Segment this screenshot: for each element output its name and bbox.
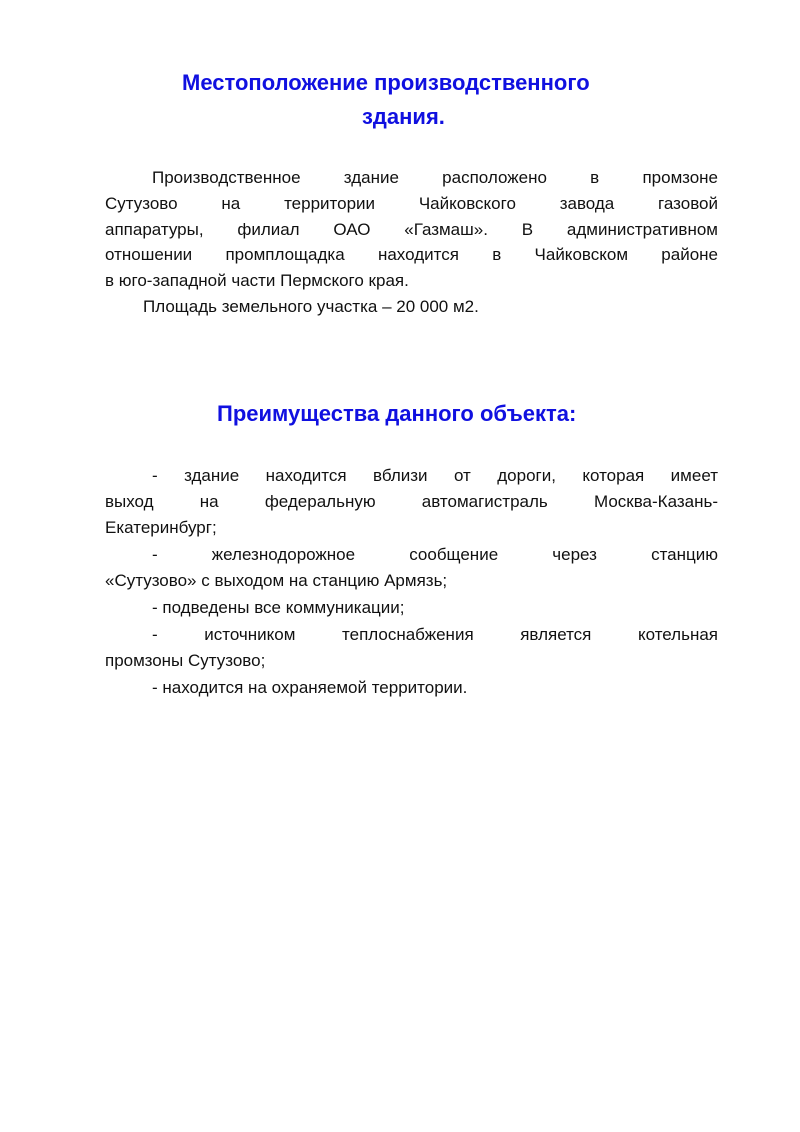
list-line: выход на федеральную автомагистраль Москва-Казань- [105, 491, 718, 511]
title-line-1: Местоположение производственного [182, 70, 590, 95]
list-line: - находится на охраняемой территории. [152, 678, 468, 698]
text-line: Сутузово на территории Чайковского завода газовой [105, 193, 718, 213]
list-line: - здание находится вблизи от дороги, которая имеет [152, 466, 718, 485]
list-line: Екатеринбург; [105, 517, 217, 537]
advantages-heading: Преимущества данного объекта: [217, 401, 577, 426]
list-line: - железнодорожное сообщение через станцию [152, 544, 718, 564]
list-line: «Сутузово» с выходом на станцию Армязь; [105, 570, 448, 590]
text-line: Производственное здание расположено в промзоне [152, 168, 718, 187]
description-paragraph [105, 165, 718, 320]
area-line: Площадь земельного участка – 20 000 м2. [143, 296, 479, 316]
text-line: в юго-западной части Пермского края. [105, 271, 409, 291]
list-line: - подведены все коммуникации; [152, 597, 405, 617]
list-line: промзоны Сутузово; [105, 651, 266, 671]
text-line: отношении промплощадка находится в Чайковском районе [105, 245, 718, 265]
title-line-2: здания. [362, 104, 445, 129]
advantages-list [105, 463, 718, 701]
list-line: - источником теплоснабжения является котельная [152, 625, 718, 645]
text-line: аппаратуры, филиал ОАО «Газмаш». В административном [105, 219, 718, 239]
